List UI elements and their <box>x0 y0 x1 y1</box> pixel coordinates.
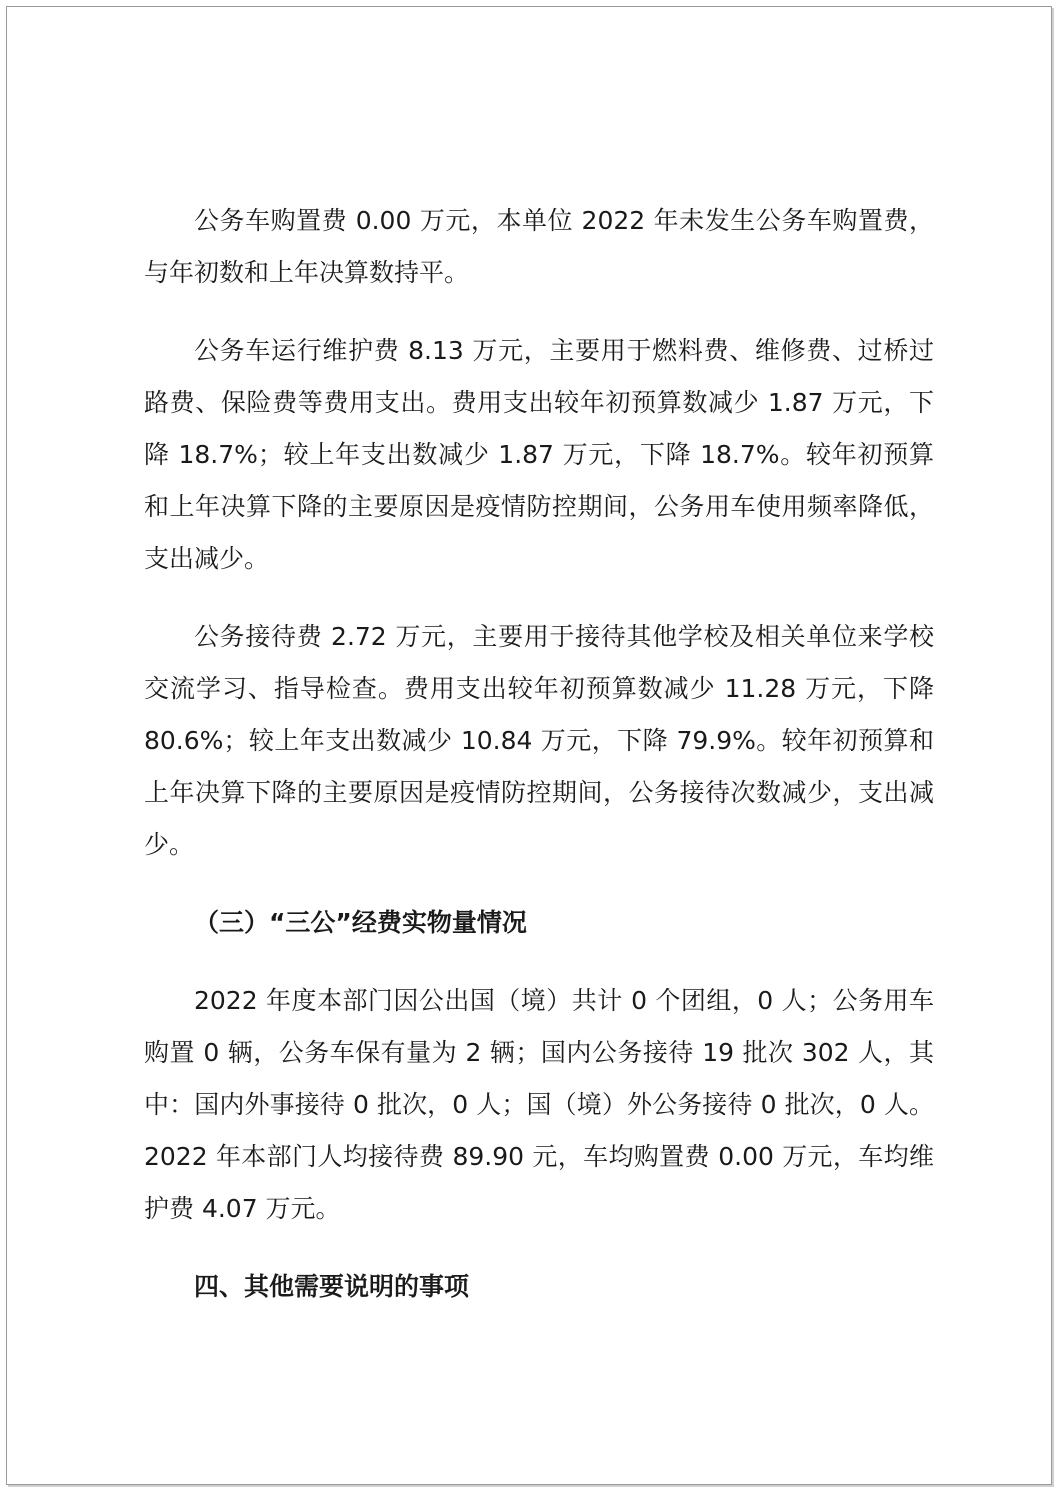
paragraph-vehicle-maintenance: 公务车运行维护费 8.13 万元，主要用于燃料费、维修费、过桥过路费、保险费等费用支出。费用支出较年初预算数减少 1.87 万元，下降 18.7%；较上年支出数减少 1.87 万元，下降 18.7%。较年初预算和上年决算下降的主要原因是疫情防控期间，公务用车使用频率降低，支出减少。 <box>144 336 934 573</box>
paragraph-vehicle-purchase: 公务车购置费 0.00 万元，本单位 2022 年未发生公务车购置费，与年初数和上年决算数持平。 <box>144 206 934 287</box>
document-page <box>6 6 1052 1485</box>
paragraph-reception: 公务接待费 2.72 万元，主要用于接待其他学校及相关单位来学校交流学习、指导检查。费用支出较年初预算数减少 11.28 万元，下降 80.6%；较上年支出数减少 10.84 万元，下降 79.9%。较年初预算和上年决算下降的主要原因是疫情防控期间，公务接待次数减少，支出减少。 <box>144 622 934 859</box>
section-heading-four: 四、其他需要说明的事项 <box>194 1272 470 1301</box>
section-heading-three: （三）“三公”经费实物量情况 <box>194 908 527 937</box>
paragraph-physical-quantity: 2022 年度本部门因公出国（境）共计 0 个团组，0 人；公务用车购置 0 辆，公务车保有量为 2 辆；国内公务接待 19 批次 302 人，其中：国内外事接待 0 批次，0 人；国（境）外公务接待 0 批次，0 人。2022 年本部门人均接待费 89.90 元，车均购置费 0.00 万元，车均维护费 4.07 万元。 <box>144 986 934 1223</box>
